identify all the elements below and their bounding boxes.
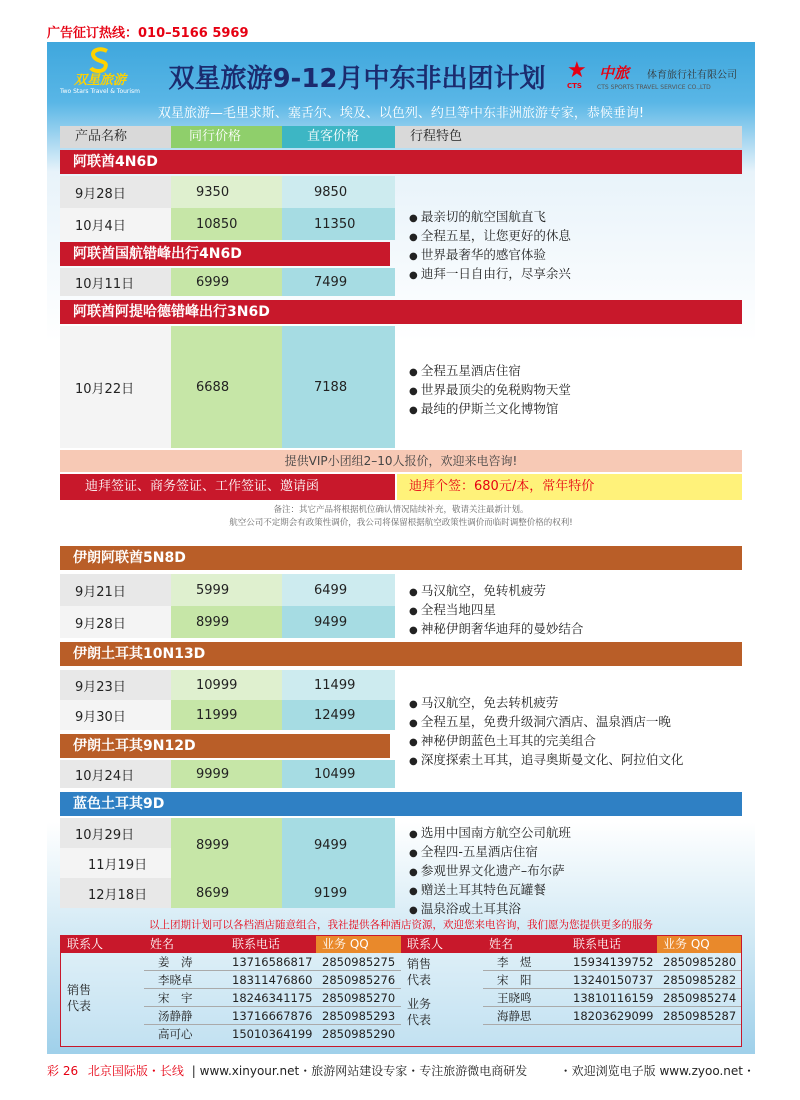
contact-name: 姜 涛	[144, 954, 226, 971]
footer-left-text[interactable]: www.xinyour.net・旅游网站建设专家・专注旅游微电商研发	[199, 1064, 528, 1078]
contact-phone[interactable]: 13240150737	[567, 972, 657, 989]
contact-header: 联系人	[61, 936, 144, 953]
contact-header: 业务 QQ	[657, 936, 741, 953]
table-row	[60, 700, 395, 730]
table-row	[60, 670, 395, 700]
header-features: 行程特色	[395, 126, 742, 148]
page-title: 双星旅游9-12月中东非出团计划	[168, 64, 546, 94]
row-retail-price: 12499	[282, 700, 395, 730]
contact-name: 宋 阳	[483, 972, 567, 989]
feature-item: ● 深度探索土耳其，追寻奥斯曼文化、阿拉伯文化	[409, 751, 683, 770]
product-title: 伊朗土耳其9N12D	[60, 734, 390, 758]
product-title: 阿联酋阿提哈德错峰出行3N6D	[60, 300, 742, 324]
feature-list	[409, 208, 571, 284]
s-logo-icon	[85, 46, 115, 74]
row-trade-price: 5999	[171, 574, 282, 606]
contact-name: 王晓鸣	[483, 990, 567, 1007]
footer-right-text[interactable]: ・欢迎浏览电子版 www.zyoo.net・	[559, 1064, 755, 1078]
page-number: 彩 26	[47, 1064, 79, 1078]
product-title: 蓝色土耳其9D	[60, 792, 742, 816]
role-line: 代表	[67, 999, 92, 1013]
cts-en: CTS SPORTS TRAVEL SERVICE CO.,LTD	[597, 84, 711, 91]
table-row	[60, 326, 395, 448]
row-date: 10月24日	[60, 760, 171, 788]
table-row	[60, 574, 395, 606]
visa-services: 迪拜签证、商务签证、工作签证、邀请函	[60, 474, 395, 500]
feature-item: ● 全程五星酒店住宿	[409, 362, 571, 381]
feature-list	[409, 362, 571, 419]
row-trade-price: 11999	[171, 700, 282, 730]
row-retail-price: 9499	[282, 606, 395, 638]
note-line: 航空公司不定期会有政策性调价，我公司将保留根据航空政策性调价而临时调整价格的权利!	[229, 518, 573, 528]
row-retail-price: 7188	[282, 326, 395, 448]
row-trade-price: 10999	[171, 670, 282, 700]
contact-phone[interactable]: 15010364199	[232, 1027, 313, 1041]
row-date: 9月30日	[60, 700, 171, 730]
brand-en: Two Stars Travel & Tourism	[59, 88, 141, 95]
feature-item: ● 神秘伊朗奢华迪拜的曼妙结合	[409, 620, 583, 639]
role-line: 业务	[407, 997, 432, 1011]
feature-item: ● 最纯的伊斯兰文化博物馆	[409, 400, 571, 419]
merged-retail-price: 9499	[314, 837, 348, 853]
row-date: 9月28日	[60, 606, 171, 638]
edition: 北京国际版・长线	[87, 1064, 184, 1078]
contact-qq[interactable]: 2850985287	[657, 1008, 741, 1025]
vip-banner: 提供VIP小团组2–10人报价，欢迎来电咨询!	[60, 450, 742, 472]
subtitle: 双星旅游—毛里求斯、塞舌尔、埃及、以色列、约旦等中东非洲旅游专家，恭候垂询!	[157, 106, 645, 121]
table-row	[60, 878, 395, 908]
contact-phone[interactable]: 15934139752	[567, 954, 657, 971]
contact-name: 宋 宇	[144, 990, 226, 1007]
feature-item: ● 参观世界文化遗产–布尔萨	[409, 862, 571, 881]
merged-trade-price: 8999	[196, 837, 230, 853]
feature-item: ● 温泉浴或土耳其浴	[409, 900, 571, 919]
feature-item: ● 迪拜一日自由行，尽享余兴	[409, 265, 571, 284]
row-date: 9月23日	[60, 670, 171, 700]
row-date: 10月4日	[60, 208, 171, 240]
feature-item: ● 全程四-五星酒店住宿	[409, 843, 571, 862]
tour-poster	[47, 42, 755, 1054]
contact-table	[60, 935, 742, 1047]
contact-header: 姓名	[483, 936, 567, 953]
feature-item: ● 世界最顶尖的免税购物天堂	[409, 381, 571, 400]
contact-phone[interactable]: 13716667876	[226, 1008, 316, 1025]
feature-item: ● 赠送土耳其特色瓦罐餐	[409, 881, 571, 900]
contact-header: 联系电话	[567, 936, 657, 953]
star-icon: ★	[567, 58, 587, 83]
row-trade-price: 8999	[171, 606, 282, 638]
contact-name: 李晓卓	[144, 972, 226, 989]
visa-price: 迪拜个签：680元/本，常年特价	[397, 474, 742, 500]
product-title: 伊朗阿联酋5N8D	[60, 546, 742, 570]
feature-item: ● 最亲切的航空国航直飞	[409, 208, 571, 227]
role-line: 销售	[67, 983, 92, 997]
feature-item: ● 神秘伊朗蓝色土耳其的完美组合	[409, 732, 683, 751]
feature-list	[409, 694, 683, 770]
contact-qq[interactable]: 2850985276	[316, 972, 401, 989]
row-trade-price: 9350	[171, 176, 282, 208]
feature-item: ● 选用中国南方航空公司航班	[409, 824, 571, 843]
contact-phone[interactable]: 18311476860	[226, 972, 316, 989]
row-trade-price: 6999	[171, 268, 282, 296]
contact-header: 姓名	[144, 936, 226, 953]
contact-qq[interactable]: 2850985275	[316, 954, 401, 971]
contact-name: 海静思	[483, 1008, 567, 1025]
header-trade-price: 同行价格	[171, 126, 282, 148]
cts-name: 中旅	[599, 64, 630, 82]
table-header	[60, 126, 742, 148]
row-date: 9月21日	[60, 574, 171, 606]
contact-header: 联系电话	[226, 936, 316, 953]
product-title: 伊朗土耳其10N13D	[60, 642, 742, 666]
contact-qq[interactable]: 2850985280	[657, 954, 741, 971]
feature-item: ● 马汉航空，免转机疲劳	[409, 582, 583, 601]
product-title: 阿联酋国航错峰出行4N6D	[60, 242, 390, 266]
ad-hotline: 广告征订热线：010–5166 5969	[47, 26, 249, 41]
contact-name: 李 煜	[483, 954, 567, 971]
row-trade-price: 9999	[171, 760, 282, 788]
feature-item: ● 世界最奢华的感官体验	[409, 246, 571, 265]
row-trade-price: 6688	[171, 326, 282, 448]
role-line: 代表	[407, 973, 432, 987]
row-date: 11月19日	[60, 848, 171, 878]
brand-name: 双星旅游	[73, 73, 126, 88]
contact-role	[61, 982, 91, 1014]
row-trade-price: 8699	[171, 878, 282, 908]
feature-list	[409, 824, 571, 919]
contact-name: 高可心	[158, 1027, 193, 1041]
row-date: 10月11日	[60, 268, 171, 296]
cts-tag: CTS	[567, 82, 582, 90]
cts-logo	[567, 60, 753, 100]
role-line: 代表	[407, 1013, 432, 1027]
contact-phone[interactable]: 13716586817	[226, 954, 316, 971]
cts-sub: 体育旅行社有限公司	[647, 70, 737, 81]
feature-item: ● 全程当地四星	[409, 601, 583, 620]
row-retail-price: 7499	[282, 268, 395, 296]
row-retail-price: 9850	[282, 176, 395, 208]
row-retail-price: 9199	[282, 878, 395, 908]
row-date: 9月28日	[60, 176, 171, 208]
row-retail-price: 10499	[282, 760, 395, 788]
table-row	[60, 176, 395, 208]
contact-name: 汤静静	[144, 1008, 226, 1025]
feature-item: ● 全程五星，让您更好的休息	[409, 227, 571, 246]
contact-phone[interactable]: 13810116159	[567, 990, 657, 1007]
contact-role	[401, 996, 431, 1028]
feature-item: ● 全程五星，免费升级洞穴酒店、温泉酒店一晚	[409, 713, 683, 732]
contact-qq[interactable]: 2850985270	[316, 990, 401, 1007]
feature-list	[409, 582, 583, 639]
table-row	[60, 760, 395, 788]
product-title: 阿联酋4N6D	[60, 150, 742, 174]
header-product: 产品名称	[60, 126, 171, 148]
feature-item: ● 马汉航空，免去转机疲劳	[409, 694, 683, 713]
row-date: 10月29日	[60, 818, 171, 848]
header-retail-price: 直客价格	[282, 126, 395, 148]
twostars-logo	[55, 46, 145, 102]
contact-qq[interactable]: 2850985274	[657, 990, 741, 1007]
contact-qq[interactable]: 2850985290	[322, 1027, 396, 1041]
divider: |	[191, 1064, 196, 1078]
contact-qq[interactable]: 2850985293	[316, 1008, 401, 1025]
table-row	[60, 208, 395, 240]
contact-phone[interactable]: 18246341175	[226, 990, 316, 1007]
table-row	[60, 606, 395, 638]
page-footer	[47, 1062, 755, 1080]
note-line: 备注：其它产品将根据机位确认情况陆续补充，敬请关注最新计划。	[273, 505, 529, 515]
bottom-note: 以上团期计划可以各档酒店随意组合，我社提供各种酒店资源，欢迎您来电咨询，我们愿为您提供更多的服务	[149, 919, 653, 931]
role-line: 销售	[407, 957, 432, 971]
contact-phone[interactable]: 18203629099	[567, 1008, 657, 1025]
row-retail-price: 11499	[282, 670, 395, 700]
row-retail-price: 6499	[282, 574, 395, 606]
contact-header: 联系人	[401, 936, 483, 953]
contact-header: 业务 QQ	[316, 936, 401, 953]
row-retail-price: 11350	[282, 208, 395, 240]
contact-role	[401, 956, 431, 988]
row-date: 10月22日	[60, 326, 171, 448]
row-trade-price: 10850	[171, 208, 282, 240]
contact-qq[interactable]: 2850985282	[657, 972, 741, 989]
table-row	[60, 268, 395, 296]
row-date: 12月18日	[60, 878, 171, 908]
